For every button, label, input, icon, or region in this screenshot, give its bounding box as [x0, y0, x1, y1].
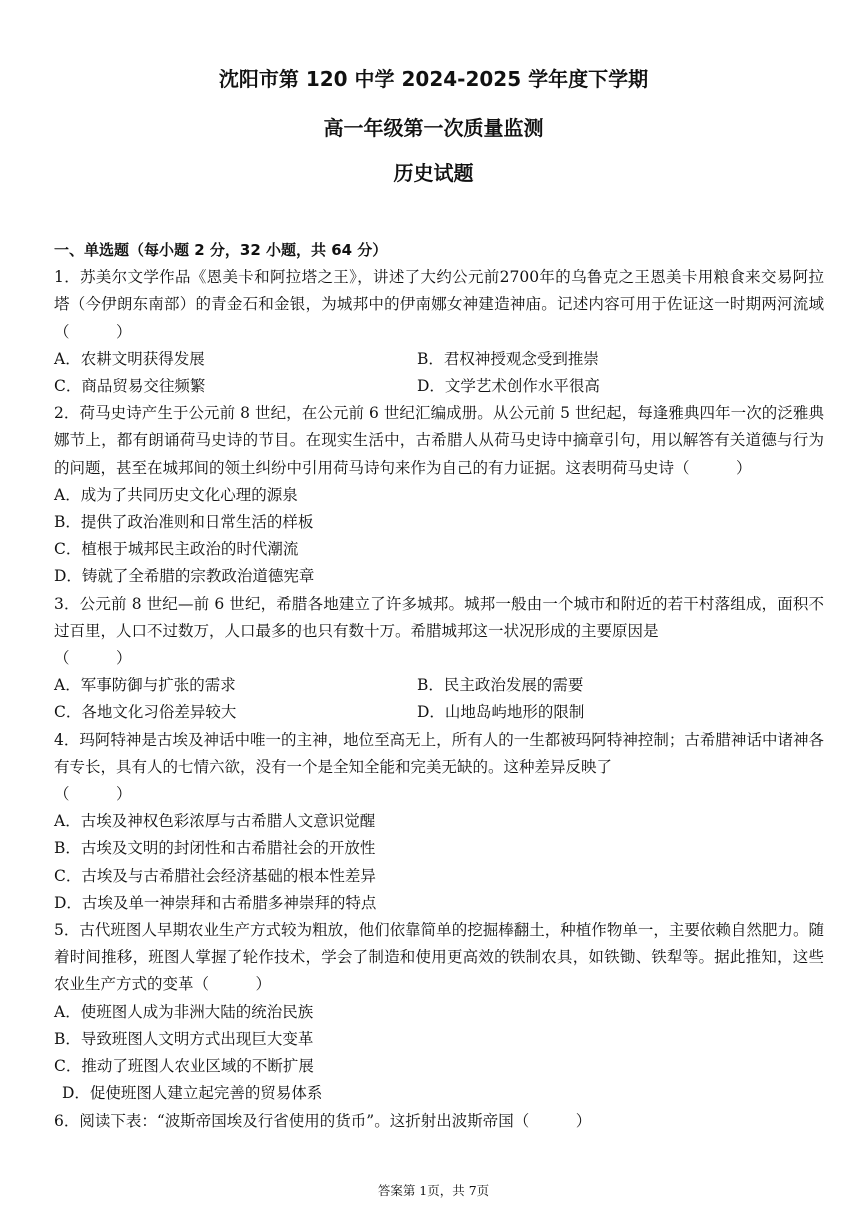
option-d[interactable]: D．铸就了全希腊的宗教政治道德宪章: [54, 567, 315, 586]
answer-blank: （ ）: [54, 785, 132, 804]
option-d[interactable]: D．山地岛屿地形的限制: [417, 703, 585, 722]
option-b[interactable]: B．民主政治发展的需要: [417, 676, 584, 695]
option-row: [54, 672, 824, 699]
option-row: [54, 373, 824, 400]
option-b[interactable]: B．导致班图人文明方式出现巨大变革: [54, 1029, 314, 1048]
option-a[interactable]: A．使班图人成为非洲大陆的统治民族: [54, 1002, 314, 1021]
question-1: [54, 264, 824, 400]
option-c[interactable]: C．古埃及与古希腊社会经济基础的根本性差异: [54, 866, 376, 885]
question-stem: 4．玛阿特神是古埃及神话中唯一的主神，地位至高无上，所有人的一生都被玛阿特神控制；古希腊神话中诸神各有专长，具有人的七情六欲，没有一个是全知全能和完美无缺的。这种差异反映了: [54, 730, 824, 776]
question-stem: 3．公元前 8 世纪—前 6 世纪，希腊各地建立了许多城邦。城邦一般由一个城市和附近的若干村落组成，面积不过百里，人口不过数万，人口最多的也只有数十万。希腊城邦这一状况形成的主要原因是: [54, 594, 824, 640]
answer-blank: （ ）: [54, 649, 132, 668]
question-stem: 2．荷马史诗产生于公元前 8 世纪，在公元前 6 世纪汇编成册。从公元前 5 世纪起，每逢雅典四年一次的泛雅典娜节上，都有朗诵荷马史诗的节目。在现实生活中，古希腊人从荷马史诗中摘章引句，用以解答有关道德与行为的问题，甚至在城邦间的领土纠纷中引用荷马诗句来作为自己的有力证据。这表明荷马史诗（ ）: [54, 404, 824, 477]
option-row: [54, 699, 824, 726]
option-b[interactable]: B．提供了政治准则和日常生活的样板: [54, 513, 314, 532]
option-a[interactable]: A．古埃及神权色彩浓厚与古希腊人文意识觉醒: [54, 812, 376, 831]
option-c[interactable]: C．各地文化习俗差异较大: [54, 703, 237, 722]
option-b[interactable]: B．君权神授观念受到推崇: [417, 349, 599, 368]
exam-grade-title: 高一年级第一次质量监测: [323, 116, 544, 140]
question-3: [54, 591, 824, 727]
option-a[interactable]: A．成为了共同历史文化心理的源泉: [54, 485, 298, 504]
page-footer: 答案第 1页，共 7页: [377, 1183, 490, 1198]
option-d[interactable]: D．古埃及单一神崇拜和古希腊多神崇拜的特点: [54, 893, 377, 912]
option-a[interactable]: A．军事防御与扩张的需求: [54, 676, 236, 695]
question-2: [54, 400, 824, 590]
exam-subject-title: 历史试题: [393, 161, 474, 185]
option-d[interactable]: D．文学艺术创作水平很高: [417, 377, 600, 396]
option-c[interactable]: C．推动了班图人农业区域的不断扩展: [54, 1057, 314, 1076]
question-5: [54, 917, 824, 1107]
exam-school-title: 沈阳市第 120 中学 2024-2025 学年度下学期: [218, 67, 649, 91]
option-a[interactable]: A．农耕文明获得发展: [54, 349, 205, 368]
question-stem: 6．阅读下表：“波斯帝国埃及行省使用的货币”。这折射出波斯帝国（ ）: [54, 1111, 592, 1130]
option-c[interactable]: C．商品贸易交往频繁: [54, 377, 206, 396]
question-6: [54, 1108, 824, 1135]
option-d[interactable]: D．促使班图人建立起完善的贸易体系: [62, 1084, 323, 1103]
question-stem: 5．古代班图人早期农业生产方式较为粗放，他们依靠简单的挖掘棒翻土，种植作物单一，主要依赖自然肥力。随着时间推移，班图人掌握了轮作技术，学会了制造和使用更高效的铁制农具，如铁锄、铁犁等。据此推知，这些农业生产方式的变革（ ）: [54, 921, 824, 994]
question-stem: 1．苏美尔文学作品《恩美卡和阿拉塔之王》，讲述了大约公元前2700年的乌鲁克之王恩美卡用粮食来交易阿拉塔（今伊朗东南部）的青金石和金银，为城邦中的伊南娜女神建造神庙。记述内容可用于佐证这一时期两河流域（ ）: [54, 268, 824, 341]
option-b[interactable]: B．古埃及文明的封闭性和古希腊社会的开放性: [54, 839, 376, 858]
question-4: [54, 727, 824, 917]
section-title: 一、单选题（每小题 2 分，32 小题，共 64 分）: [54, 241, 388, 259]
option-row: [54, 346, 824, 373]
question-content: [54, 237, 824, 1135]
option-c[interactable]: C．植根于城邦民主政治的时代潮流: [54, 540, 299, 559]
